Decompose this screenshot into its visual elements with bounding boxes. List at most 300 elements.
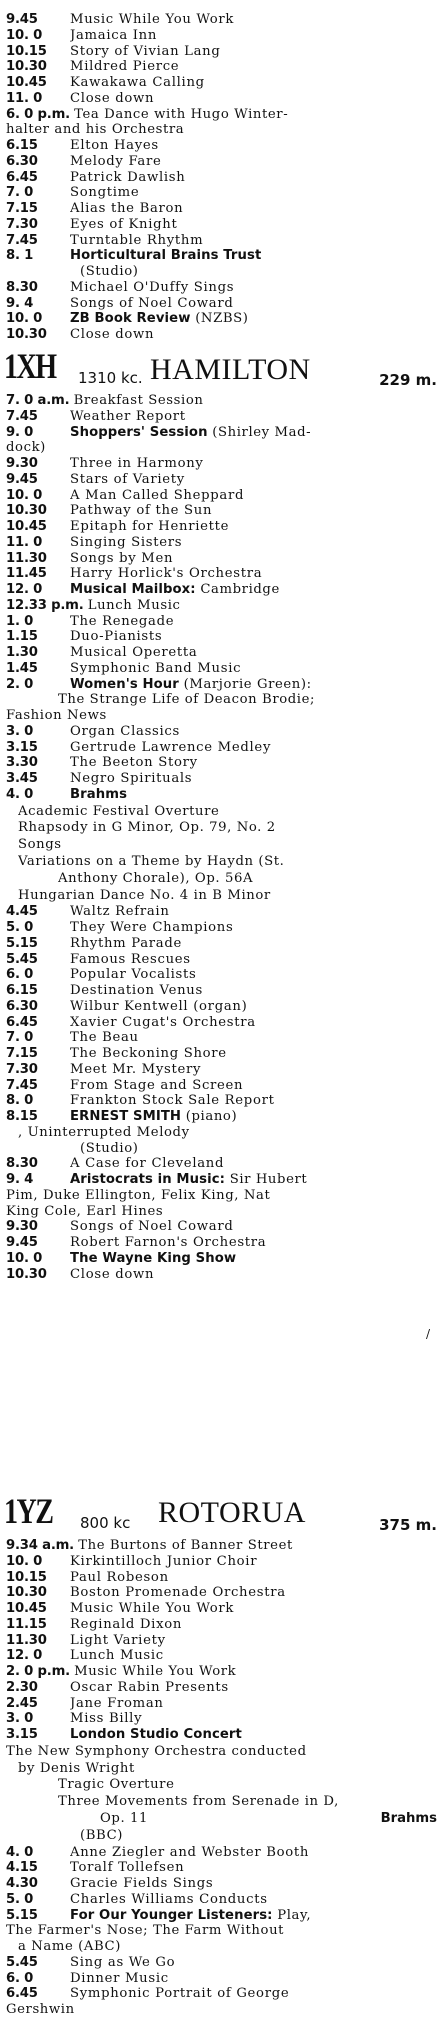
- listing-title: [70, 566, 440, 582]
- listing-row: [0, 1860, 445, 1876]
- listing-time: 4.15: [6, 1860, 38, 1876]
- listing-row: [0, 327, 445, 343]
- listing-time: 3.15: [6, 1727, 38, 1742]
- listing-row: [0, 75, 445, 91]
- listing-row: [0, 1986, 445, 2002]
- station-frequency: 1310 kc.: [78, 369, 143, 387]
- rotorua-listing: [0, 1538, 445, 2018]
- listing-title: [70, 154, 440, 170]
- listing-title-text: Famous Rescues: [70, 951, 191, 967]
- listing-row: [0, 280, 445, 296]
- listing-row: [0, 456, 445, 472]
- listing-row: [0, 787, 445, 804]
- listing-title: [70, 1892, 440, 1908]
- listing-title-text: Music While You Work: [70, 12, 235, 27]
- listing-time: 9. 4: [6, 1172, 34, 1188]
- listing-title: [70, 28, 440, 44]
- listing-title: [70, 535, 440, 551]
- listing-title: [70, 1554, 440, 1570]
- listing-row: [0, 1078, 445, 1094]
- listing-title: [70, 983, 440, 999]
- listing-continuation-text: The New Symphony Orchestra conducted: [6, 1743, 307, 1759]
- listing-time: 4. 0: [6, 1844, 34, 1860]
- listing-time: 9.45: [6, 12, 38, 27]
- listing-row: [0, 1172, 445, 1188]
- listing-title-text: Singing Sisters: [70, 534, 183, 550]
- listing-time: 10.30: [6, 59, 47, 75]
- listing-time: 11.30: [6, 1632, 47, 1648]
- listing-continuation: [0, 1923, 445, 1939]
- listing-title: The Burtons of Banner Street: [78, 1538, 293, 1553]
- listing-row: [0, 1696, 445, 1712]
- listing-title-text: Harry Horlick's Orchestra: [70, 566, 263, 582]
- listing-title: [70, 1172, 440, 1188]
- listing-title-text: Toralf Tollefsen: [70, 1860, 185, 1876]
- listing-time: 2.45: [6, 1695, 38, 1711]
- listing-title-text: Paul Robeson: [70, 1569, 169, 1585]
- listing-title: [70, 1601, 440, 1617]
- listing-title: Tea Dance with Hugo Winter-: [74, 106, 289, 122]
- listing-title: [70, 904, 440, 920]
- listing-row: [0, 936, 445, 952]
- listing-time: 7.45: [6, 1077, 38, 1093]
- listing-title: [70, 724, 440, 740]
- listing-row: [0, 1680, 445, 1696]
- listing-line: [6, 1538, 436, 1554]
- listing-continuation: [0, 854, 445, 871]
- listing-note: Sir Hubert: [229, 1172, 308, 1188]
- listing-row: [0, 154, 445, 170]
- listing-line: [6, 1664, 436, 1680]
- listing-row: [0, 1617, 445, 1633]
- listing-time: 5. 0: [6, 920, 34, 936]
- listing-time: 3.45: [6, 771, 38, 786]
- listing-title-text: Horticultural Brains Trust: [70, 248, 262, 264]
- listing-row: [0, 1570, 445, 1586]
- listing-row: [0, 677, 445, 693]
- listing-title: [70, 1219, 440, 1235]
- listing-row: [0, 598, 445, 614]
- listing-continuation: [0, 692, 445, 708]
- listing-row: [0, 983, 445, 999]
- listing-row: [0, 1633, 445, 1649]
- listing-title: [70, 12, 440, 28]
- listing-time: 1. 0: [6, 613, 34, 629]
- listing-title-text: ZB Book Review: [70, 311, 191, 327]
- listing-time: 3.30: [6, 755, 38, 771]
- listing-row: [0, 296, 445, 312]
- listing-title-text: The Beau: [70, 1030, 139, 1046]
- listing-note: (Marjorie Green):: [183, 676, 312, 692]
- listing-title: [70, 1876, 440, 1892]
- listing-row: [0, 1971, 445, 1987]
- listing-title-text: Charles Williams Conducts: [70, 1891, 268, 1907]
- station-wavelength: 375 m.: [379, 1516, 437, 1534]
- listing-title-text: Story of Vivian Lang: [70, 43, 221, 59]
- listing-row: [0, 1093, 445, 1109]
- listing-title-text: Rhythm Parade: [70, 935, 183, 951]
- listing-title: [70, 1251, 440, 1267]
- listing-title-text: Mildred Pierce: [70, 59, 180, 75]
- listing-time: 9.30: [6, 456, 38, 471]
- listing-title: [70, 519, 440, 535]
- listing-title-text: Turntable Rhythm: [70, 232, 204, 248]
- listing-title-text: Stars of Variety: [70, 471, 185, 487]
- listing-title: [70, 1727, 440, 1744]
- listing-title: Lunch Music: [87, 597, 181, 613]
- listing-title-text: Musical Operetta: [70, 645, 198, 660]
- listing-row: [0, 170, 445, 186]
- listing-title-text: Shoppers' Session: [70, 424, 208, 440]
- listing-time: 10.30: [6, 327, 47, 342]
- listing-time: 11.15: [6, 1616, 47, 1632]
- listing-title-text: Jamaica Inn: [70, 27, 158, 43]
- listing-row: [0, 724, 445, 740]
- listing-title: [70, 1109, 440, 1125]
- listing-title: [70, 201, 440, 217]
- listing-continuation-text: Pim, Duke Ellington, Felix King, Nat: [6, 1187, 271, 1203]
- listing-title-text: Close down: [70, 90, 155, 106]
- listing-note: Play,: [277, 1907, 312, 1923]
- listing-title-text: Musical Mailbox:: [70, 582, 196, 597]
- listing-title: [70, 1046, 440, 1062]
- listing-title: [70, 1971, 440, 1987]
- listing-title-text: Gracie Fields Sings: [70, 1876, 214, 1892]
- listing-title-text: Brahms: [70, 786, 128, 802]
- listing-time: 4.45: [6, 904, 38, 920]
- listing-continuation-text: Anthony Chorale), Op. 56A: [58, 870, 254, 886]
- listing-title: [70, 44, 440, 60]
- listing-continuation-text: Academic Festival Overture: [18, 803, 220, 819]
- listing-row: [0, 1251, 445, 1267]
- listing-time: 9. 0: [6, 424, 34, 440]
- listing-time: 7.15: [6, 1046, 38, 1062]
- listing-continuation: [0, 1188, 445, 1204]
- listing-row: [0, 248, 445, 264]
- listing-title: [70, 740, 440, 756]
- listing-title: [70, 1570, 440, 1586]
- listing-continuation: [0, 1744, 445, 1761]
- listing-time: 11.30: [6, 550, 47, 566]
- listing-title-text: Frankton Stock Sale Report: [70, 1093, 275, 1109]
- listing-title: [70, 456, 440, 472]
- listing-title: [70, 967, 440, 983]
- listing-time: 10. 0: [6, 487, 43, 503]
- listing-time: 7.30: [6, 1061, 38, 1077]
- listing-title-text: They Were Champions: [70, 920, 234, 936]
- listing-title: [70, 787, 440, 804]
- listing-title-text: London Studio Concert: [70, 1727, 242, 1742]
- listing-line: [6, 107, 436, 123]
- listing-title: [70, 170, 440, 186]
- listing-time: 10.45: [6, 75, 47, 90]
- listing-time: 7. 0: [6, 1030, 34, 1046]
- listing-title: [70, 138, 440, 154]
- listing-continuation: [0, 1794, 445, 1811]
- listing-time: 7.30: [6, 216, 38, 232]
- listing-time: 8. 1: [6, 248, 34, 264]
- listing-title: [70, 1093, 440, 1109]
- listing-title: [70, 999, 440, 1015]
- listing-row: [0, 1664, 445, 1680]
- listing-title-text: Organ Classics: [70, 723, 180, 739]
- listing-title-text: Light Variety: [70, 1632, 166, 1648]
- listing-title: [70, 1633, 440, 1649]
- listing-title-text: Duo-Pianists: [70, 629, 163, 645]
- listing-row: [0, 233, 445, 249]
- listing-continuation-text: (Studio): [80, 1140, 139, 1156]
- listing-continuation: [0, 1828, 445, 1845]
- listing-title-text: Reginald Dixon: [70, 1616, 183, 1632]
- listing-row: [0, 28, 445, 44]
- listing-title: [70, 551, 440, 567]
- listing-composer: Brahms: [380, 1810, 437, 1826]
- listing-time: 5. 0: [6, 1891, 34, 1907]
- listing-row: [0, 425, 445, 441]
- listing-time: 6. 0: [6, 967, 34, 983]
- listing-line: [6, 393, 436, 409]
- listing-continuation: [0, 440, 445, 456]
- listing-time: 12. 0: [6, 582, 43, 597]
- listing-title: [70, 1030, 440, 1046]
- listing-time: 10.30: [6, 1266, 47, 1282]
- listing-title: [70, 75, 440, 91]
- listing-time: 6.45: [6, 1014, 38, 1030]
- listing-title: [70, 952, 440, 968]
- listing-row: [0, 1585, 445, 1601]
- listing-continuation: [0, 820, 445, 837]
- listing-title-text: Close down: [70, 1266, 155, 1282]
- listing-title-text: A Case for Cleveland: [70, 1156, 225, 1172]
- listing-time: 10.15: [6, 1569, 47, 1585]
- listing-title-text: Songtime: [70, 185, 140, 201]
- listing-time: 10.45: [6, 1601, 47, 1616]
- listing-time: 6.15: [6, 138, 38, 153]
- hamilton-listing: [0, 393, 445, 1282]
- listing-title: [70, 185, 440, 201]
- listing-title: [70, 409, 440, 425]
- listing-row: [0, 44, 445, 60]
- listing-row: [0, 488, 445, 504]
- listing-time: 6.45: [6, 1986, 38, 2002]
- listing-title-text: Songs of Noel Coward: [70, 295, 234, 311]
- listing-row: [0, 999, 445, 1015]
- listing-time: 7.45: [6, 408, 38, 424]
- listing-continuation-text: by Denis Wright: [18, 1760, 135, 1776]
- listing-title: [70, 1845, 440, 1861]
- listing-row: [0, 1727, 445, 1744]
- listing-continuation: [0, 837, 445, 854]
- listing-title: [70, 1955, 440, 1971]
- listing-row: [0, 519, 445, 535]
- listing-title: [70, 425, 440, 441]
- listing-continuation: [0, 1125, 445, 1141]
- listing-row: [0, 185, 445, 201]
- listing-row: [0, 1908, 445, 1924]
- listing-title-text: Songs of Noel Coward: [70, 1219, 234, 1235]
- listing-time: 9.45: [6, 471, 38, 487]
- listing-title: [70, 1235, 440, 1251]
- listing-title: [70, 755, 440, 771]
- listing-title: [70, 936, 440, 952]
- listing-title-text: Music While You Work: [70, 1601, 235, 1616]
- listing-title-text: Boston Promenade Orchestra: [70, 1585, 286, 1601]
- listing-title: [70, 1860, 440, 1876]
- listing-time: 11. 0: [6, 90, 43, 106]
- listing-time: 12.33 p.m.: [6, 597, 84, 613]
- listing-title: Music While You Work: [74, 1664, 237, 1679]
- listing-title-text: Xavier Cugat's Orchestra: [70, 1014, 256, 1030]
- listing-title-text: Lunch Music: [70, 1648, 164, 1664]
- listing-time: 1.45: [6, 660, 38, 676]
- listing-time: 8. 0: [6, 1093, 34, 1109]
- listing-time: 10.30: [6, 1585, 47, 1601]
- listing-row: [0, 1109, 445, 1125]
- listing-title-text: Miss Billy: [70, 1711, 143, 1727]
- listing-continuation-text: Variations on a Theme by Haydn (St.: [18, 853, 285, 869]
- station-wavelength: 229 m.: [379, 371, 437, 389]
- listing-time: 7.45: [6, 232, 38, 248]
- listing-title-text: The Beckoning Shore: [70, 1046, 227, 1062]
- listing-title: [70, 661, 440, 677]
- listing-title-text: Weather Report: [70, 408, 186, 424]
- listing-title-text: Three in Harmony: [70, 456, 204, 471]
- listing-title: [70, 1062, 440, 1078]
- listing-title-text: From Stage and Screen: [70, 1077, 244, 1093]
- listing-continuation: [0, 122, 445, 138]
- listing-continuation-text: Gershwin: [6, 2002, 75, 2018]
- listing-title: [70, 1711, 440, 1727]
- listing-title: [70, 614, 440, 630]
- listing-row: [0, 920, 445, 936]
- listing-row: [0, 1648, 445, 1664]
- listing-title: [70, 677, 440, 693]
- listing-row: [0, 393, 445, 409]
- listing-title: [70, 91, 440, 107]
- listing-continuation: [0, 888, 445, 905]
- station-frequency: 800 kc: [80, 1514, 131, 1532]
- listing-row: [0, 661, 445, 677]
- listing-title-text: Songs by Men: [70, 550, 174, 566]
- ink-mark: /: [426, 1327, 431, 1341]
- listing-title-text: Epitaph for Henriette: [70, 519, 230, 534]
- listing-continuation: [0, 804, 445, 821]
- listing-title: [70, 1908, 440, 1924]
- listing-continuation: [0, 871, 445, 888]
- listing-time: 5.45: [6, 1954, 38, 1970]
- listing-time: 5.15: [6, 1907, 38, 1923]
- listing-time: 9.45: [6, 1235, 38, 1251]
- listing-title: [70, 327, 440, 343]
- listing-row: [0, 1711, 445, 1727]
- listing-title: [70, 920, 440, 936]
- listing-continuation: [0, 1204, 445, 1220]
- listing-title-text: Women's Hour: [70, 676, 179, 692]
- listing-row: [0, 967, 445, 983]
- listing-row: [0, 1538, 445, 1554]
- listing-title-text: Robert Farnon's Orchestra: [70, 1235, 267, 1251]
- listing-title: Breakfast Session: [73, 393, 204, 408]
- listing-continuation-text: Three Movements from Serenade in D,: [58, 1794, 339, 1810]
- listing-time: 10. 0: [6, 311, 43, 327]
- listing-time: 10. 0: [6, 27, 43, 43]
- listing-row: [0, 1015, 445, 1031]
- listing-time: 8.30: [6, 279, 38, 295]
- listing-title-text: Meet Mr. Mystery: [70, 1061, 202, 1077]
- listing-row: [0, 645, 445, 661]
- listing-title: [70, 1986, 440, 2002]
- listing-title: [70, 248, 440, 264]
- listing-continuation-text: The Strange Life of Deacon Brodie;: [58, 692, 316, 708]
- listing-title-text: Aristocrats in Music:: [70, 1172, 225, 1188]
- listing-title-text: The Beeton Story: [70, 755, 198, 771]
- listing-time: 2.30: [6, 1679, 38, 1695]
- listing-title: [70, 1156, 440, 1172]
- listing-title-text: Symphonic Portrait of George: [70, 1986, 290, 2002]
- listing-title-text: Oscar Rabin Presents: [70, 1679, 229, 1695]
- listing-title: [70, 1015, 440, 1031]
- listing-continuation: [0, 264, 445, 280]
- listing-title-text: For Our Younger Listeners:: [70, 1907, 273, 1923]
- listing-continuation: [0, 1811, 445, 1828]
- listing-title: [70, 1648, 440, 1664]
- listing-title: [70, 1680, 440, 1696]
- listing-continuation: [0, 708, 445, 724]
- listing-title: [70, 233, 440, 249]
- listing-time: 6.30: [6, 998, 38, 1014]
- listing-note: (Shirley Mad-: [212, 424, 312, 440]
- listing-title: [70, 1078, 440, 1094]
- listing-time: 6.30: [6, 153, 38, 169]
- listing-row: [0, 740, 445, 756]
- listing-continuation-text: dock): [6, 440, 46, 456]
- listing-title: [70, 1617, 440, 1633]
- listing-row: [0, 582, 445, 598]
- listing-continuation: [0, 1939, 445, 1955]
- listing-continuation-text: , Uninterrupted Melody: [18, 1124, 190, 1140]
- listing-title-text: Patrick Dawlish: [70, 169, 186, 185]
- listing-time: 10. 0: [6, 1553, 43, 1569]
- listing-time: 12. 0: [6, 1648, 43, 1664]
- listing-row: [0, 566, 445, 582]
- listing-time: 7. 0: [6, 185, 34, 201]
- listing-title: [70, 629, 440, 645]
- listing-time: 5.45: [6, 951, 38, 967]
- listing-continuation-text: Tragic Overture: [58, 1777, 175, 1793]
- listing-title-text: Popular Vocalists: [70, 967, 197, 983]
- listing-row: [0, 503, 445, 519]
- listing-time: 9.34 a.m.: [6, 1538, 74, 1553]
- listing-note: (piano): [185, 1109, 238, 1125]
- listing-title-text: Anne Ziegler and Webster Booth: [70, 1844, 310, 1860]
- listing-time: 10.30: [6, 503, 47, 519]
- listing-title-text: Waltz Refrain: [70, 904, 170, 920]
- listing-row: [0, 1030, 445, 1046]
- station-city: ROTORUA: [158, 1496, 306, 1529]
- listing-title: [70, 472, 440, 488]
- previous-station-listing: [0, 12, 445, 343]
- listing-time: 9. 4: [6, 295, 34, 311]
- listing-title-text: Symphonic Band Music: [70, 660, 242, 676]
- listing-time: 2. 0 p.m.: [6, 1664, 70, 1679]
- listing-title-text: Destination Venus: [70, 983, 203, 999]
- listing-title-text: Negro Spirituals: [70, 771, 193, 786]
- listing-time: 7.15: [6, 201, 38, 216]
- listing-row: [0, 1955, 445, 1971]
- listing-time: 1.30: [6, 645, 38, 660]
- listing-title-text: Jane Froman: [70, 1695, 164, 1711]
- station-callsign: 1YZ: [4, 1491, 53, 1531]
